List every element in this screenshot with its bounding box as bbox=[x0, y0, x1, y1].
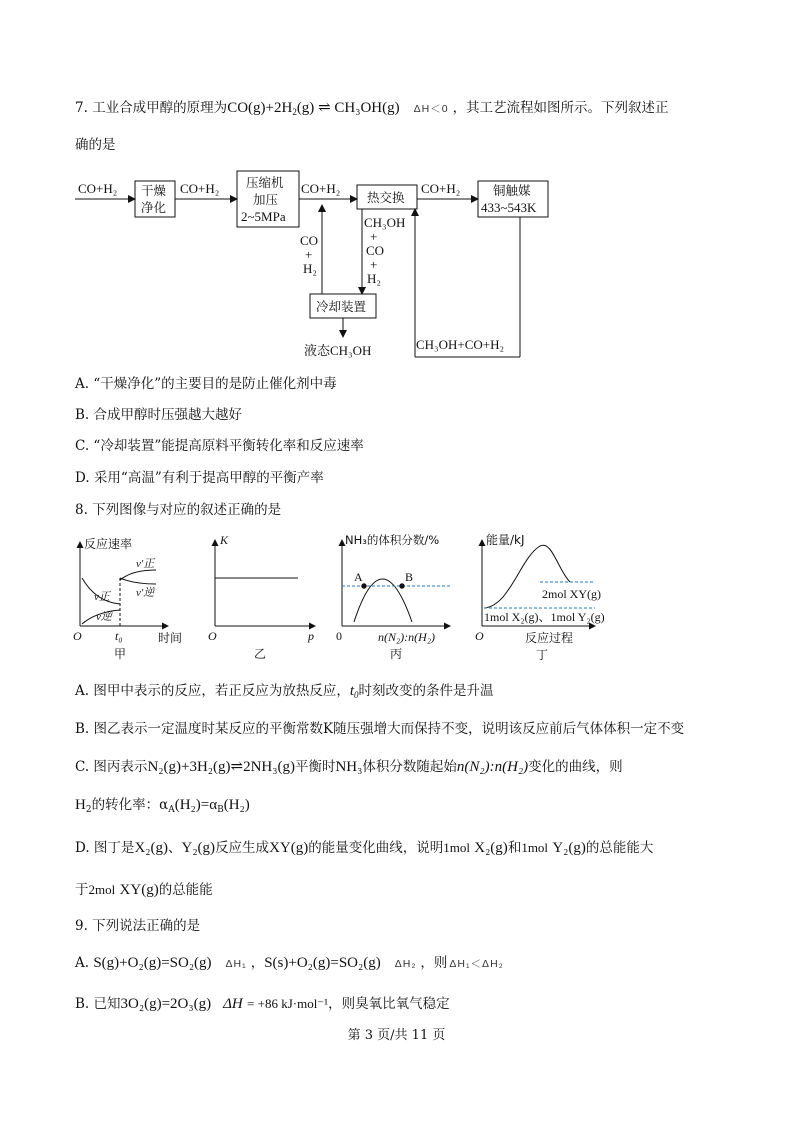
flow-recycle-1: CO bbox=[300, 233, 319, 248]
q7-intro: 工业合成甲醇的原理为 bbox=[92, 100, 228, 116]
q9-option-b: B. 已知3O₂(g)=2O₃(g) ΔH = +86 kJ·mol⁻¹，则臭氧比氧气稳定 bbox=[75, 996, 450, 1012]
flow-catalyst-label-1: 铜触媒 bbox=[493, 183, 531, 198]
q8-option-d-line1: D. 图丁是X₂(g)、Y₂(g)反应生成XY(g)的能量变化曲线，说明1mol X₂(g)和1mol Y₂(g)的总能能大 bbox=[75, 840, 654, 856]
graph-jia bbox=[80, 542, 168, 626]
graph-ding-low-level: 1mol X₂(g)、1mol Y₂(g) bbox=[484, 610, 605, 624]
graph-yi-xlabel: p bbox=[308, 629, 314, 643]
q9-option-a: A. S(g)+O₂(g)=SO₂(g) ΔH₁ ，S(s)+O₂(g)=SO₂(g) ΔH₂ ，则 ΔH₁＜ΔH₂ bbox=[75, 955, 504, 971]
graph-jia-v-prime-forward: v′正 bbox=[136, 558, 155, 570]
q7-tail: ，其工艺流程如图所示。下列叙述正 bbox=[452, 100, 669, 116]
q7-option-c: C. “冷却装置”能提高原料平衡转化率和反应速率 bbox=[75, 438, 364, 454]
q7-equation: $CO(g)+2H_2(g)$ ⇌ CH₃OH(g) bbox=[227, 100, 400, 117]
graph-jia-v-reverse: v逆 bbox=[96, 611, 112, 623]
graph-ding-ylabel: 能量/kJ bbox=[486, 533, 525, 547]
flow-cooler-label: 冷却装置 bbox=[316, 299, 367, 314]
graph-bing-caption: 丙 bbox=[390, 647, 403, 661]
q8-option-c-line2: $H_2$的转化率：$\alpha_A(H_2)=\alpha_B(H_2)$ bbox=[75, 797, 250, 815]
flow-product: 液态CH₃OH bbox=[304, 343, 372, 358]
graph-yi-origin: O bbox=[208, 629, 217, 643]
q7-option-d: D. 采用“高温”有利于提高甲醇的平衡产率 bbox=[75, 470, 324, 486]
q7-stem-line2: 确的是 bbox=[75, 137, 116, 153]
q8-graphs bbox=[70, 530, 640, 675]
flow-heat-exchange-label: 热交换 bbox=[367, 190, 405, 205]
graph-bing-ylabel: NH₃的体积分数/% bbox=[345, 533, 440, 547]
graph-jia-v-prime-reverse: v′逆 bbox=[136, 587, 155, 599]
flow-down-4: + bbox=[370, 257, 378, 272]
flow-recycle-3: H₂ bbox=[303, 261, 317, 276]
q8-option-d-line2: 于2mol XY(g)的总能能 bbox=[75, 882, 213, 898]
flow-recycle-2: + bbox=[305, 247, 313, 262]
graph-bing-label-a: A bbox=[354, 570, 363, 584]
flow-compressor-label-3: 2~5MPa bbox=[241, 209, 286, 224]
flow-input-4: CO+H₂ bbox=[421, 181, 461, 196]
graph-jia-ylabel: 反应速率 bbox=[84, 537, 133, 551]
q8-option-b: B. 图乙表示一定温度时某反应的平衡常数K随压强增大而保持不变，说明该反应前后气体体积一定不变 bbox=[75, 721, 685, 737]
graph-jia-caption: 甲 bbox=[114, 647, 127, 661]
page-footer: 第 3 页/共 11 页 bbox=[347, 1028, 446, 1043]
q7-process-flow-diagram bbox=[70, 165, 570, 365]
flow-input-1: CO+H₂ bbox=[78, 181, 118, 196]
flow-compressor-label-1: 压缩机 bbox=[246, 175, 284, 190]
graph-ding-xlabel: 反应过程 bbox=[525, 631, 574, 645]
graph-bing-origin: 0 bbox=[336, 629, 342, 643]
q8-stem: 8. 下列图像与对应的叙述正确的是 bbox=[75, 502, 282, 518]
flow-down-1: CH₃OH bbox=[364, 215, 406, 230]
graph-yi bbox=[215, 540, 315, 626]
graph-yi-ylabel: K bbox=[220, 533, 229, 547]
graph-jia-v-forward: v正 bbox=[94, 591, 110, 603]
flow-dry-label-2: 净化 bbox=[141, 200, 167, 215]
graph-bing-xlabel: n(N₂):n(H₂) bbox=[378, 630, 435, 644]
q7-enthalpy: ΔH＜0 bbox=[413, 103, 449, 115]
graph-ding-caption: 丁 bbox=[536, 648, 549, 662]
q9-stem: 9. 下列说法正确的是 bbox=[75, 918, 201, 934]
q8-option-a-t0: $t_0$ bbox=[349, 683, 359, 700]
flow-compressor-label-2: 加压 bbox=[253, 192, 279, 207]
flow-return: CH₃OH+CO+H₂ bbox=[416, 337, 505, 352]
flow-input-3: CO+H₂ bbox=[301, 181, 341, 196]
graph-bing-point-a bbox=[362, 584, 366, 588]
flow-input-2: CO+H₂ bbox=[180, 181, 220, 196]
graph-ding-origin: O bbox=[475, 629, 484, 643]
q7-number: 7. bbox=[75, 100, 88, 116]
graph-jia-origin: O bbox=[73, 629, 82, 643]
q7-option-b: B. 合成甲醇时压强越大越好 bbox=[75, 407, 243, 423]
graph-yi-caption: 乙 bbox=[254, 647, 267, 661]
flow-dry-label-1: 干燥 bbox=[141, 183, 167, 198]
graph-jia-xlabel: 时间 bbox=[158, 631, 183, 645]
q7-stem-line1 bbox=[75, 98, 669, 119]
flow-down-2: + bbox=[370, 229, 378, 244]
flow-down-5: H₂ bbox=[367, 271, 381, 286]
graph-bing-point-b bbox=[400, 584, 404, 588]
q8-option-c-line1: C. 图丙表示N₂(g)+3H₂(g)⇌2NH₃(g)平衡时NH₃体积分数随起始n(N₂):n(H₂)变化的曲线，则 bbox=[75, 759, 623, 775]
flow-down-3: CO bbox=[366, 243, 385, 258]
q8-option-a: A. 图甲中表示的反应，若正反应为放热反应，$t_0$时刻改变的条件是升温 bbox=[75, 683, 494, 700]
flow-catalyst-label-2: 433~543K bbox=[481, 200, 537, 215]
graph-jia-t0: t₀ bbox=[115, 629, 123, 643]
q7-option-a: A. “干燥净化”的主要目的是防止催化剂中毒 bbox=[75, 376, 337, 392]
graph-bing-label-b: B bbox=[405, 570, 414, 584]
graph-ding-high-level: 2mol XY(g) bbox=[542, 587, 601, 601]
